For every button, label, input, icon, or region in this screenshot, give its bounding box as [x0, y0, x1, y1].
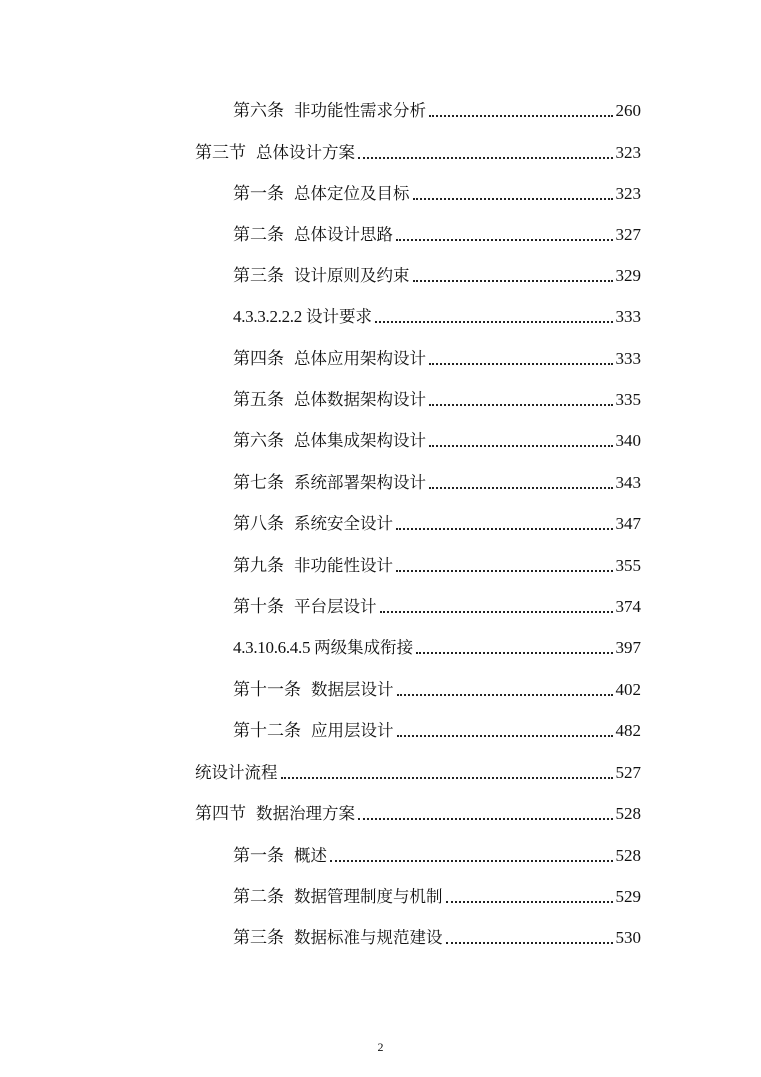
toc-entry-page: 528 — [615, 804, 641, 823]
toc-entry-title: 总体应用架构设计 — [294, 349, 426, 368]
toc-entry-prefix: 第一条 — [233, 846, 284, 866]
toc-entry-page: 333 — [615, 349, 641, 368]
toc-entry-title: 数据层设计 — [311, 680, 394, 699]
toc-entry-prefix: 4.3.3.2.2.2 — [233, 307, 302, 326]
toc-entry-page: 329 — [615, 266, 641, 285]
toc-entry-page: 347 — [615, 514, 641, 533]
dot-leader — [429, 115, 613, 117]
toc-entry-page: 527 — [615, 763, 641, 782]
toc-entry-page: 340 — [615, 431, 641, 450]
toc-entry-title: 非功能性需求分析 — [294, 101, 426, 120]
toc-entry-prefix: 第八条 — [233, 514, 284, 534]
toc-entry-prefix: 第四条 — [233, 349, 284, 369]
toc-entry-prefix: 第五条 — [233, 390, 284, 410]
dot-leader — [446, 942, 613, 944]
dot-leader — [413, 198, 613, 200]
toc-entry-prefix: 第二条 — [233, 887, 284, 907]
dot-leader — [429, 363, 613, 365]
page-number: 2 — [377, 1040, 384, 1054]
toc-entry-title: 概述 — [294, 846, 327, 865]
toc-entry-title: 数据标准与规范建设 — [294, 928, 443, 947]
toc-entry-prefix: 第三条 — [233, 928, 284, 948]
toc-entry[interactable] — [233, 96, 641, 122]
toc-entry-title: 总体数据架构设计 — [294, 390, 426, 409]
toc-entry[interactable] — [233, 179, 641, 205]
toc-entry[interactable] — [233, 468, 641, 494]
toc-entry-prefix: 第十一条 — [233, 680, 301, 700]
toc-entry-prefix: 4.3.10.6.4.5 — [233, 638, 311, 657]
dot-leader — [396, 570, 613, 572]
toc-entry-prefix: 第三节 — [195, 143, 246, 163]
toc-entry-prefix: 第六条 — [233, 431, 284, 451]
toc-entry[interactable] — [233, 385, 641, 411]
toc-entry[interactable] — [195, 138, 641, 164]
dot-leader — [397, 735, 613, 737]
toc-entry[interactable] — [233, 302, 641, 328]
toc-entry[interactable] — [233, 923, 641, 949]
dot-leader — [429, 404, 613, 406]
toc-entry-page: 323 — [615, 184, 641, 203]
toc-entry[interactable] — [233, 551, 641, 577]
dot-leader — [413, 280, 613, 282]
dot-leader — [330, 860, 613, 862]
toc-entry[interactable] — [233, 220, 641, 246]
toc-entry-prefix: 第四节 — [195, 804, 246, 824]
toc-entry-title: 数据治理方案 — [256, 804, 355, 823]
toc-entry-prefix: 第二条 — [233, 225, 284, 245]
toc-entry-title: 系统安全设计 — [294, 514, 393, 533]
toc-entry-page: 327 — [615, 225, 641, 244]
toc-entry[interactable] — [233, 509, 641, 535]
toc-entry-page: 402 — [615, 680, 641, 699]
toc-entry-title: 数据管理制度与机制 — [294, 887, 443, 906]
toc-entry-title: 统设计流程 — [195, 763, 278, 782]
toc-entry-page: 333 — [615, 307, 641, 326]
toc-entry[interactable] — [233, 261, 641, 287]
toc-entry-page: 335 — [615, 390, 641, 409]
toc-entry-page: 482 — [615, 721, 641, 740]
dot-leader — [396, 239, 613, 241]
dot-leader — [397, 694, 613, 696]
toc-entry-title: 设计原则及约束 — [294, 266, 410, 285]
toc-entry[interactable] — [233, 841, 641, 867]
toc-entry-prefix: 第六条 — [233, 101, 284, 121]
toc-entry-page: 355 — [615, 556, 641, 575]
toc-entry-title: 设计要求 — [305, 307, 372, 326]
toc-entry-title: 非功能性设计 — [294, 556, 393, 575]
dot-leader — [416, 652, 612, 654]
dot-leader — [429, 445, 613, 447]
toc-entry-title: 应用层设计 — [311, 721, 394, 740]
dot-leader — [358, 157, 613, 159]
toc-entry-page: 397 — [615, 638, 641, 657]
toc-entry-title: 总体设计思路 — [294, 225, 393, 244]
toc-entry-prefix: 第三条 — [233, 266, 284, 286]
toc-entry-prefix: 第十条 — [233, 597, 284, 617]
toc-entry-page: 530 — [615, 928, 641, 947]
toc-entry[interactable] — [233, 592, 641, 618]
toc-entry-title: 两级集成衔接 — [314, 638, 414, 657]
dot-leader — [358, 818, 613, 820]
toc-entry[interactable] — [233, 716, 641, 742]
dot-leader — [380, 611, 613, 613]
toc-entry[interactable] — [233, 633, 641, 659]
toc-entry-title: 总体集成架构设计 — [294, 431, 426, 450]
toc-entry-page: 528 — [615, 846, 641, 865]
toc-entry-prefix: 第十二条 — [233, 721, 301, 741]
toc-entry-prefix: 第七条 — [233, 473, 284, 493]
dot-leader — [396, 528, 613, 530]
toc-entry[interactable] — [195, 799, 641, 825]
toc-entry-prefix: 第一条 — [233, 184, 284, 204]
dot-leader — [281, 777, 613, 779]
toc-entry-page: 323 — [615, 143, 641, 162]
dot-leader — [429, 487, 613, 489]
toc-entry-title: 总体定位及目标 — [294, 184, 410, 203]
toc-entry-page: 374 — [615, 597, 641, 616]
toc-entry[interactable] — [233, 675, 641, 701]
toc-entry-title: 系统部署架构设计 — [294, 473, 426, 492]
toc-entry-page: 260 — [615, 101, 641, 120]
toc-entry[interactable] — [233, 344, 641, 370]
toc-entry[interactable] — [195, 758, 641, 784]
toc-entry[interactable] — [233, 426, 641, 452]
toc-entry[interactable] — [233, 882, 641, 908]
dot-leader — [446, 901, 613, 903]
dot-leader — [375, 321, 613, 323]
toc-entry-title: 平台层设计 — [294, 597, 377, 616]
toc-entry-prefix: 第九条 — [233, 556, 284, 576]
toc-entry-page: 343 — [615, 473, 641, 492]
toc-entry-title: 总体设计方案 — [256, 143, 355, 162]
toc-entry-page: 529 — [615, 887, 641, 906]
